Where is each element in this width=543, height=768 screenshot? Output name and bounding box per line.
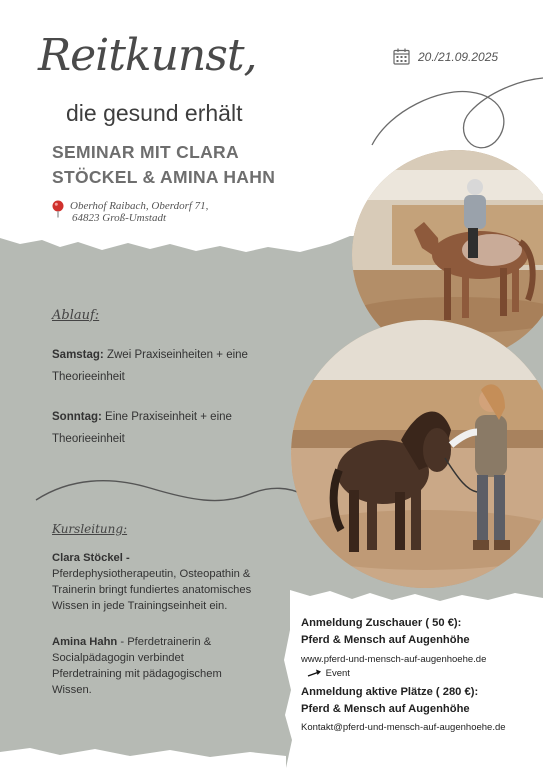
registration xyxy=(301,615,531,736)
arrow-icon xyxy=(307,668,323,678)
spectators-hint xyxy=(301,668,531,680)
instructor-clara xyxy=(52,550,262,614)
title-script: Reitkunst, xyxy=(38,30,257,81)
title-subtitle: die gesund erhält xyxy=(66,100,243,126)
decor-swirl xyxy=(372,78,543,148)
seminar-line-1: SEMINAR MIT CLARA xyxy=(52,142,239,162)
amina-line-1: - Pferdetrainerin & xyxy=(117,636,212,648)
sunday-text-2: Theorieeinheit xyxy=(52,433,125,445)
sunday-label: Sonntag: xyxy=(52,411,102,423)
active-org: Pferd & Mensch auf Augenhöhe xyxy=(301,703,470,715)
location-line-1: Oberhof Raibach, Oberdorf 71, xyxy=(70,200,209,212)
amina-line-2: Socialpädagogin verbindet xyxy=(52,652,184,664)
active-email[interactable]: Kontakt@pferd-und-mensch-auf-augenhoehe.de xyxy=(301,722,506,733)
schedule-heading: Ablauf: xyxy=(52,308,100,323)
calendar-icon xyxy=(393,48,410,65)
clara-line-3: Wissen in jede Trainingseinheit ein. xyxy=(52,600,228,612)
instructor-amina xyxy=(52,634,262,698)
amina-line-3: Pferdetraining mit pädagogischem xyxy=(52,668,222,680)
active-title: Anmeldung aktive Plätze ( 280 €): xyxy=(301,686,479,698)
spectators-url[interactable]: www.pferd-und-mensch-auf-augenhoehe.de xyxy=(301,654,487,665)
location-pin-icon xyxy=(51,200,65,218)
sunday-text-1: Eine Praxiseinheit + eine xyxy=(101,411,232,423)
saturday-text-1: Zwei Praxiseinheiten + eine xyxy=(103,349,248,361)
clara-dash: - xyxy=(122,552,130,564)
instructors-heading: Kursleitung: xyxy=(52,522,128,536)
clara-line-2: Trainerin bringt fundiertes anatomisches xyxy=(52,584,252,596)
amina-line-4: Wissen. xyxy=(52,684,92,696)
photo-pony xyxy=(291,320,543,588)
location-line-2: 64823 Groß-Umstadt xyxy=(72,212,167,224)
spectators-title: Anmeldung Zuschauer ( 50 €): xyxy=(301,617,462,629)
seminar-title xyxy=(52,140,275,190)
amina-name: Amina Hahn xyxy=(52,636,118,648)
clara-name: Clara Stöckel xyxy=(52,552,123,564)
schedule-sunday xyxy=(52,406,302,450)
clara-line-1: Pferdephysiotherapeutin, Osteopathin & xyxy=(52,568,251,580)
seminar-line-2: STÖCKEL & AMINA HAHN xyxy=(52,167,276,187)
spectators-org: Pferd & Mensch auf Augenhöhe xyxy=(301,634,470,646)
spectators-hint-text: Event xyxy=(325,668,350,679)
schedule-saturday xyxy=(52,344,302,388)
saturday-text-2: Theorieeinheit xyxy=(52,371,125,383)
event-date: 20./21.09.2025 xyxy=(418,50,499,64)
location xyxy=(70,200,208,224)
pony-photo-illustration xyxy=(291,320,543,588)
saturday-label: Samstag: xyxy=(52,349,104,361)
